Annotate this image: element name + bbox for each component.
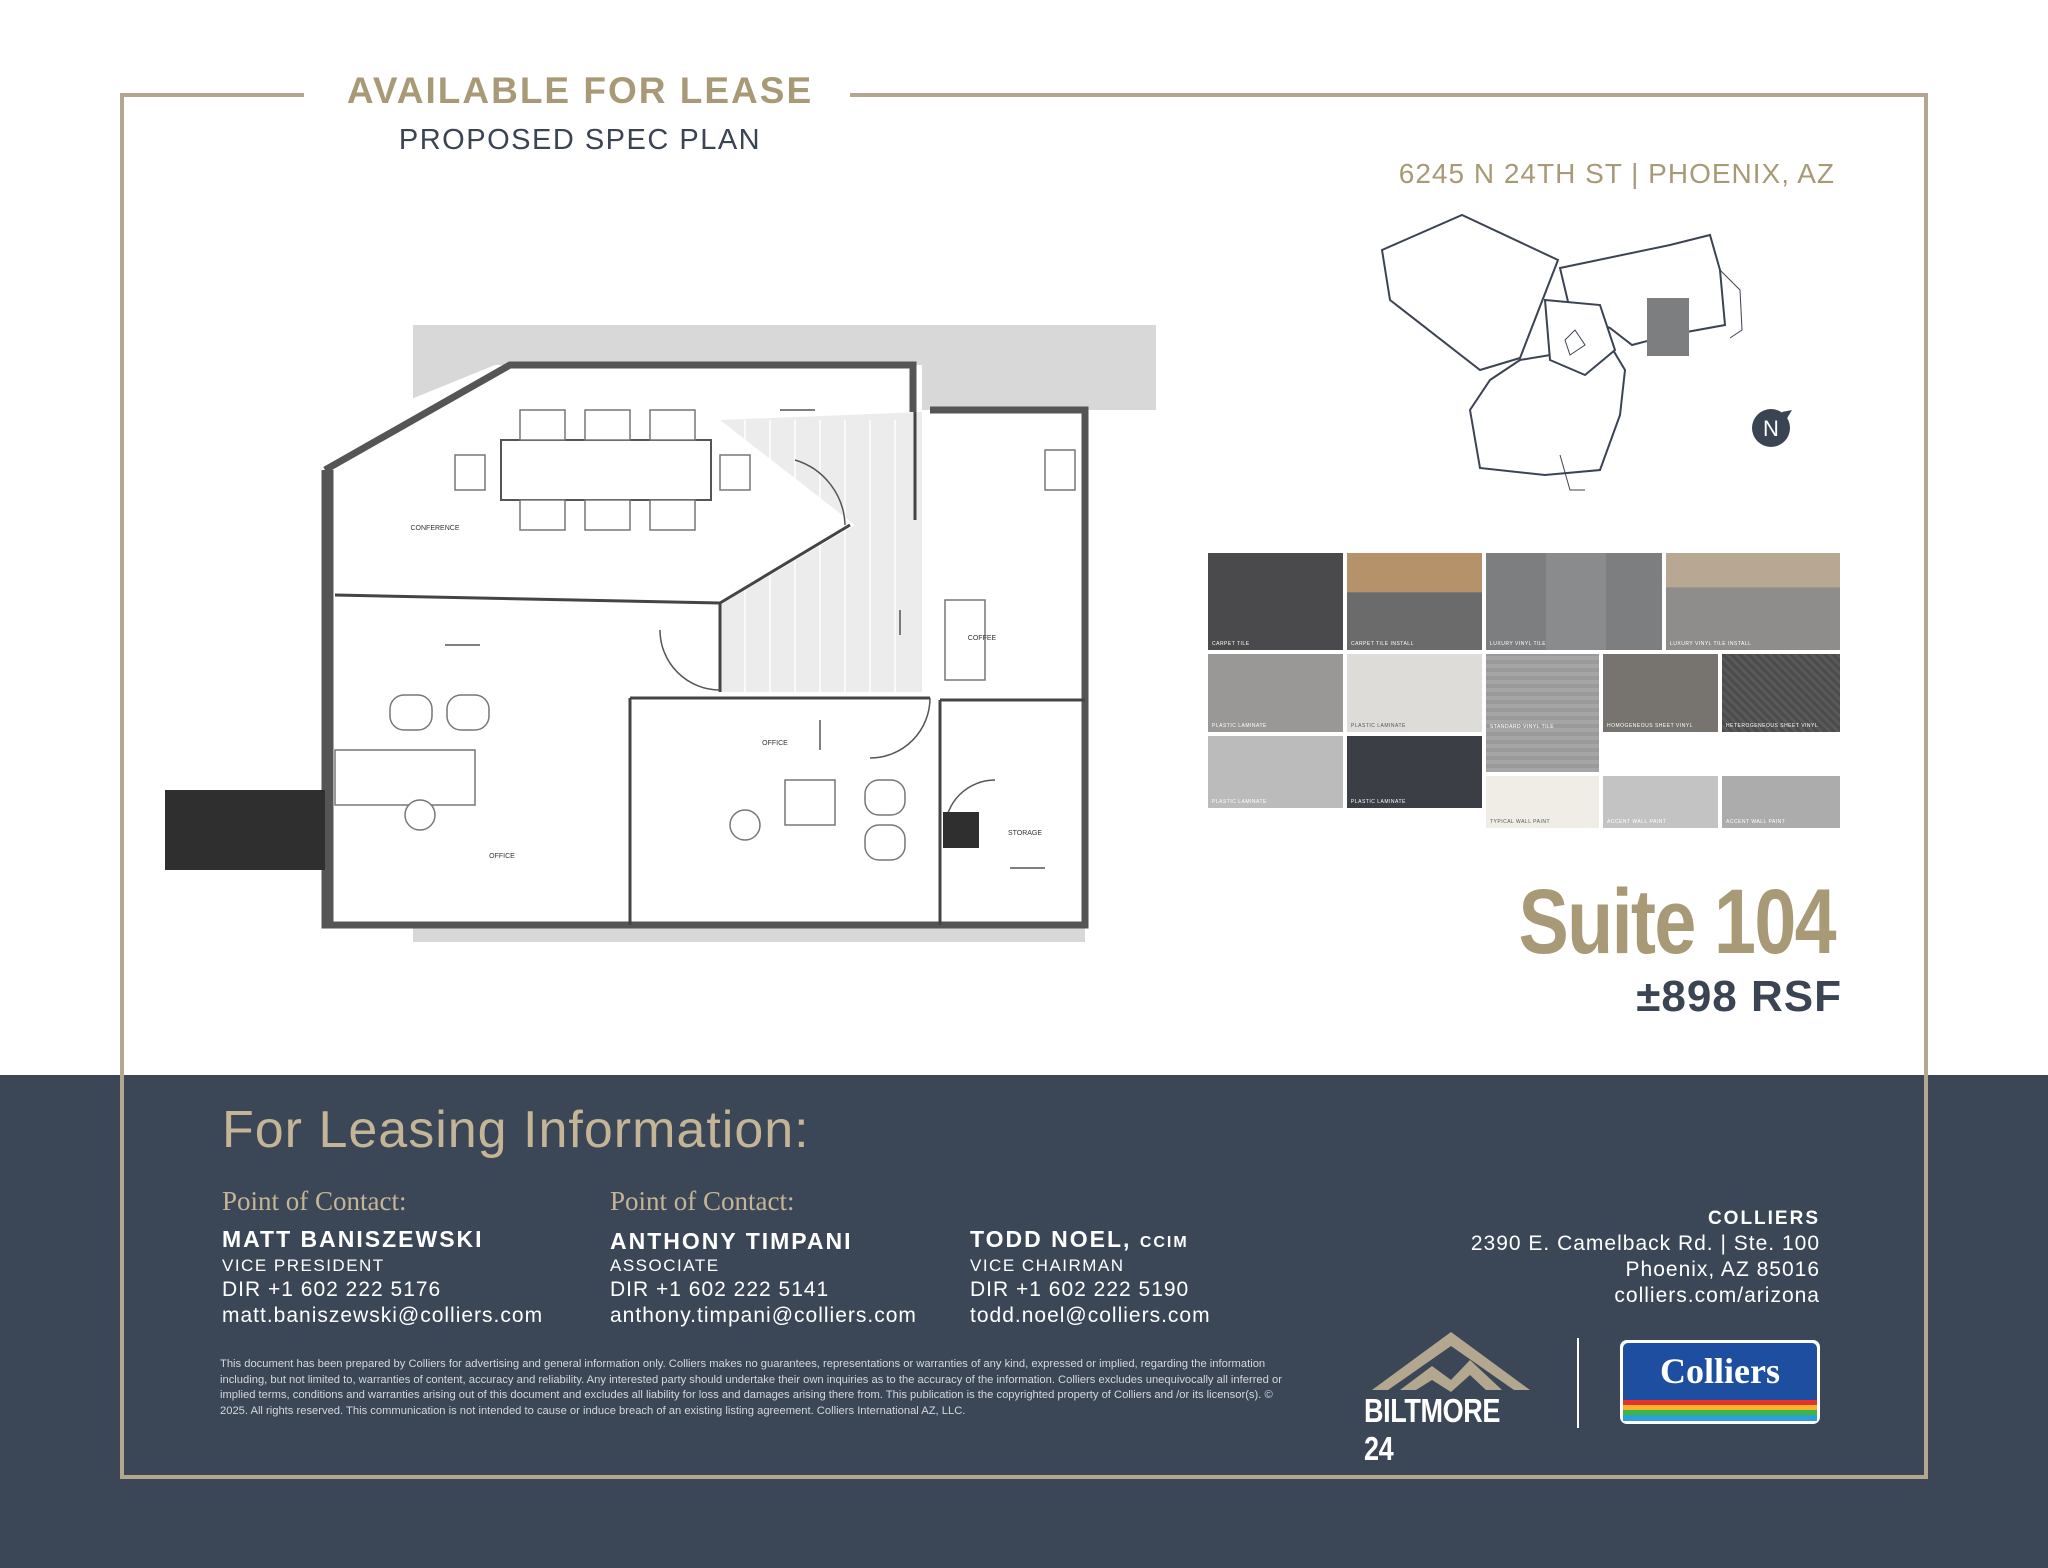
room-label-storage: STORAGE — [1007, 830, 1043, 837]
poc-label: Point of Contact: — [222, 1186, 407, 1216]
finish-swatch: LUXURY VINYL TILE — [1486, 553, 1662, 650]
property-address: 6245 N 24TH ST | PHOENIX, AZ — [1398, 158, 1835, 189]
frame-right-footer — [1924, 1075, 1928, 1479]
room-label-coffee: COFFEE — [967, 635, 997, 642]
frame-top-left — [120, 93, 304, 97]
contact-title: ASSOCIATE — [610, 1256, 720, 1275]
finish-swatch: ACCENT WALL PAINT — [1722, 776, 1840, 828]
contact-email[interactable]: todd.noel@colliers.com — [970, 1304, 1211, 1327]
colliers-logo — [1620, 1340, 1820, 1424]
disclaimer: This document has been prepared by Colliers for advertising and general information only. Colliers makes no guarantees, representations or warranties of any kind, expressed or implied, regarding the information including, but not limited to, warranties of content, accuracy and reliability. Any interested party should undertake their own inquiries as to the accuracy of the information. Colliers excludes unequivocally all inferred or implied terms, conditions and warranties arising out of this document and excludes all liability for loss and damages arising there from. This publication is the copyrighted property of Colliers and /or its licensor(s). © 2025. All rights reserved. This communication is not intended to cause or induce breach of an existing listing agreement. Colliers International AZ, LLC. — [220, 1358, 1282, 1417]
finish-swatch: ACCENT WALL PAINT — [1603, 776, 1718, 828]
frame-left-footer — [120, 1075, 124, 1479]
contact-name-row — [970, 1226, 1189, 1253]
contact-suffix: CCIM — [1139, 1234, 1189, 1251]
finish-board — [1208, 553, 1840, 825]
finish-swatch: HOMOGENEOUS SHEET VINYL — [1603, 654, 1718, 732]
contact-name: TODD NOEL, — [970, 1226, 1132, 1252]
display-block — [165, 790, 325, 870]
finish-swatch: PLASTIC LAMINATE — [1208, 736, 1343, 808]
frame-top-right — [850, 93, 1928, 97]
colliers-logo-text: Colliers — [1623, 1343, 1817, 1400]
leasing-heading: For Leasing Information: — [222, 1101, 810, 1159]
north-label: N — [1763, 416, 1779, 441]
poc-label: Point of Contact: — [610, 1186, 795, 1216]
biltmore-mountain-icon — [1372, 1330, 1530, 1392]
contact-phone[interactable]: DIR +1 602 222 5176 — [222, 1278, 442, 1301]
frame-bottom — [120, 1475, 1928, 1479]
company-address-1: 2390 E. Camelback Rd. | Ste. 100 — [1470, 1232, 1820, 1255]
company-address-2: Phoenix, AZ 85016 — [1625, 1258, 1820, 1281]
suite-name: Suite 104 — [1518, 871, 1835, 973]
finish-swatch: PLASTIC LAMINATE — [1347, 654, 1482, 732]
contact-name: ANTHONY TIMPANI — [610, 1228, 853, 1254]
finish-swatch: TYPICAL WALL PAINT — [1486, 776, 1599, 828]
contact-phone[interactable]: DIR +1 602 222 5141 — [610, 1278, 830, 1301]
contact-email[interactable]: matt.baniszewski@colliers.com — [222, 1304, 544, 1327]
page-title: AVAILABLE FOR LEASE — [346, 70, 814, 111]
finish-swatch: HETEROGENEOUS SHEET VINYL — [1722, 654, 1840, 732]
room-label-office: OFFICE — [489, 853, 515, 860]
finish-swatch: PLASTIC LAMINATE — [1347, 736, 1482, 808]
company-website[interactable]: colliers.com/arizona — [1614, 1284, 1820, 1307]
finish-swatch: LUXURY VINYL TILE INSTALL — [1666, 553, 1840, 650]
floor-plan — [165, 320, 1165, 950]
contact-phone[interactable]: DIR +1 602 222 5190 — [970, 1278, 1190, 1301]
finish-swatch: PLASTIC LAMINATE — [1208, 654, 1343, 732]
room-label-conference: CONFERENCE — [410, 525, 460, 532]
room-label-office-2: OFFICE — [762, 740, 788, 747]
biltmore-logo-text: BILTMORE 24 — [1364, 1392, 1501, 1467]
suite-highlight — [1647, 298, 1689, 356]
finish-swatch: CARPET TILE INSTALL — [1347, 553, 1482, 650]
suite-rsf: ±898 RSF — [1636, 972, 1842, 1021]
contact-email[interactable]: anthony.timpani@colliers.com — [610, 1304, 917, 1327]
logo-divider — [1577, 1338, 1579, 1428]
finish-swatch: CARPET TILE — [1208, 553, 1343, 650]
contact-title: VICE PRESIDENT — [222, 1256, 385, 1275]
contact-name: MATT BANISZEWSKI — [222, 1226, 484, 1252]
page-subtitle: PROPOSED SPEC PLAN — [398, 124, 762, 156]
finish-swatch: STANDARD VINYL TILE — [1486, 654, 1599, 772]
contact-title: VICE CHAIRMAN — [970, 1256, 1125, 1275]
key-plan — [1370, 210, 1830, 500]
company-name: COLLIERS — [1707, 1208, 1820, 1229]
